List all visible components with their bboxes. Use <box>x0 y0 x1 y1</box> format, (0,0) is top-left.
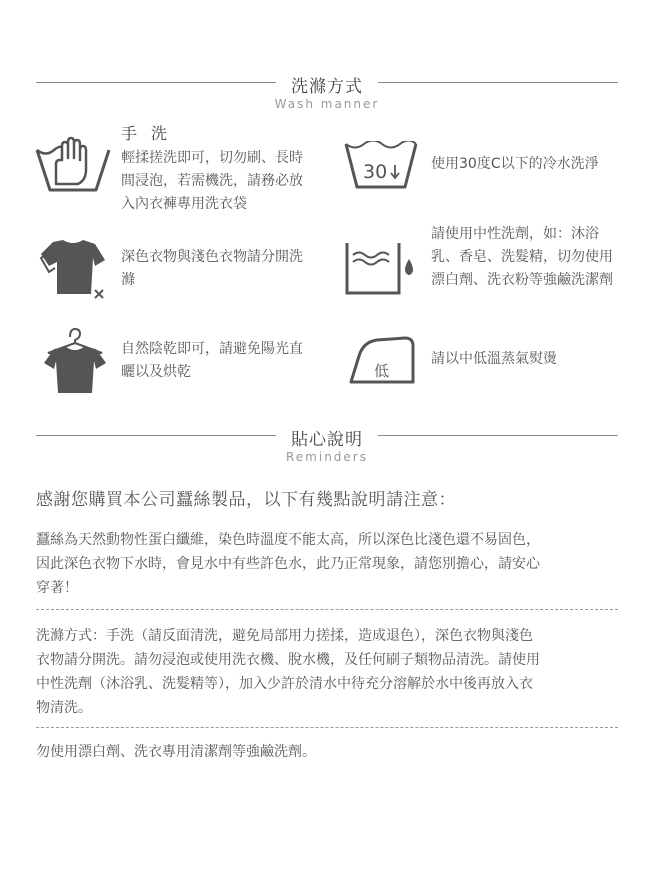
wash-30-text: 使用30度C以下的冷水洗淨 <box>431 156 599 172</box>
dashed-divider <box>36 727 618 728</box>
reminders-section-header <box>36 425 618 467</box>
hang-dry-text: 自然陰乾即可，請避免陽光直曬以及烘乾 <box>121 341 303 380</box>
hand-wash-icon <box>34 136 112 202</box>
reminder-line: 蠶絲為天然動物性蛋白纖維，染色時溫度不能太高，所以深色比淺色還不易固色， <box>36 532 540 548</box>
reminder-line: 勿使用漂白劑、洗衣專用清潔劑等強鹼洗劑。 <box>36 744 316 760</box>
hang-dry-icon <box>40 325 110 399</box>
reminder-paragraph-2 <box>36 624 620 720</box>
reminders-intro: 感謝您購買本公司蠶絲製品，以下有幾點說明請注意： <box>36 490 456 510</box>
reminder-line: 衣物請分開洗。請勿浸泡或使用洗衣機、脫水機，及任何刷子類物品清洗。請使用 <box>36 652 540 668</box>
wash-section-title: 洗滌方式 <box>291 77 363 97</box>
wash-section-subtitle: Wash manner <box>274 97 380 111</box>
reminder-line: 中性洗劑（沐浴乳、洗髮精等），加入少許於清水中待充分溶解於水中後再放入衣 <box>36 676 533 692</box>
neutral-detergent-icon <box>343 237 421 303</box>
hand-wash-text: 輕揉搓洗即可，切勿刷、長時間浸泡，若需機洗，請務必放入內衣褲專用洗衣袋 <box>121 150 303 212</box>
reminders-section-title: 貼心說明 <box>291 430 363 450</box>
reminder-line: 物清洗。 <box>36 700 92 716</box>
neutral-detergent-text: 請使用中性洗劑，如：沐浴乳、香皂、洗髮精，切勿使用漂白劑、洗衣粉等強鹼洗潔劑 <box>431 226 613 288</box>
separate-colors-icon <box>39 238 107 304</box>
reminder-line: 因此深色衣物下水時，會見水中有些許色水，此乃正常現象，請您別擔心，請安心 <box>36 556 540 572</box>
reminder-line: 洗滌方式：手洗（請反面清洗，避免局部用力搓揉，造成退色），深色衣物與淺色 <box>36 628 533 644</box>
separate-colors-text: 深色衣物與淺色衣物請分開洗滌 <box>121 249 303 288</box>
iron-low-icon <box>347 334 423 390</box>
dashed-divider <box>36 609 618 610</box>
hand-wash-title: 手洗 <box>121 124 182 143</box>
wash-section-header <box>36 72 618 114</box>
iron-low-text: 請以中低溫蒸氣熨燙 <box>431 351 557 367</box>
reminder-paragraph-3 <box>36 740 620 764</box>
reminder-line: 穿著！ <box>36 580 78 596</box>
wash-30-label: 30 <box>363 161 388 183</box>
reminder-paragraph-1 <box>36 528 620 600</box>
wash-30-icon <box>343 141 419 195</box>
iron-low-label: 低 <box>374 362 390 380</box>
reminders-section-subtitle: Reminders <box>286 450 368 464</box>
